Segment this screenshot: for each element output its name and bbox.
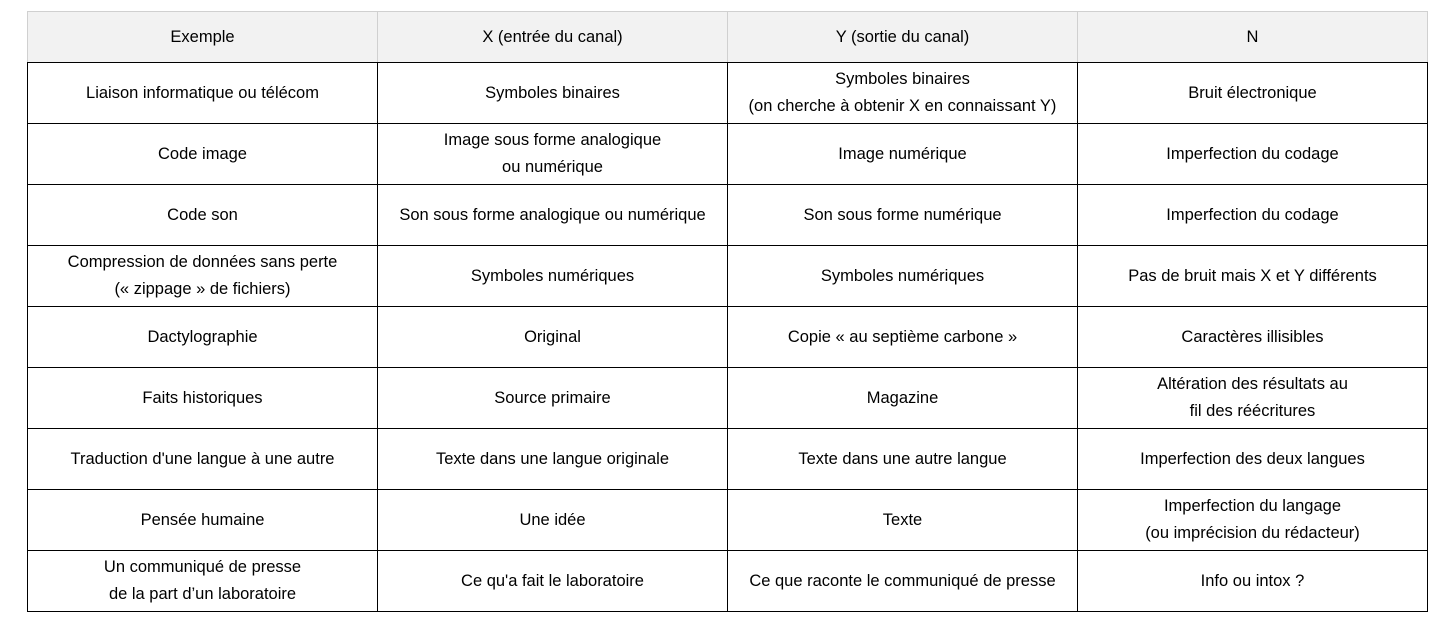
table-body	[28, 63, 1428, 612]
table-row	[28, 124, 1428, 185]
cell-text: Son sous forme numérique	[803, 205, 1002, 224]
cell-text: Ce que raconte le communiqué de presse	[749, 571, 1056, 590]
cell-text: Imperfection des deux langues	[1140, 449, 1365, 468]
table-header	[28, 12, 1428, 63]
cell-y	[728, 429, 1078, 490]
cell-text: Son sous forme analogique ou numérique	[399, 205, 706, 224]
cell-text: Imperfection du langage (ou imprécision du rédacteur)	[1145, 497, 1360, 542]
cell-text: Code son	[167, 205, 238, 224]
cell-text: Image numérique	[838, 144, 967, 163]
table-row	[28, 490, 1428, 551]
cell-text: Une idée	[519, 510, 586, 529]
cell-text: Original	[524, 327, 581, 346]
cell-n	[1078, 551, 1428, 612]
header-n-noise	[1078, 12, 1428, 63]
header-label: X (entrée du canal)	[482, 27, 623, 46]
cell-n	[1078, 368, 1428, 429]
cell-exemple	[28, 368, 378, 429]
cell-text: Symboles binaires (on cherche à obtenir X en connaissant Y)	[748, 70, 1057, 115]
cell-n	[1078, 63, 1428, 124]
cell-text: Imperfection du codage	[1166, 144, 1339, 163]
cell-text: Texte dans une autre langue	[798, 449, 1007, 468]
header-label: Y (sortie du canal)	[835, 27, 970, 46]
cell-n	[1078, 124, 1428, 185]
table-row	[28, 429, 1428, 490]
header-row	[28, 12, 1428, 63]
cell-text: Image sous forme analogique ou numérique	[443, 131, 662, 176]
table-row	[28, 185, 1428, 246]
cell-text: Symboles numériques	[470, 266, 635, 285]
cell-text: Texte dans une langue originale	[435, 449, 669, 468]
cell-text: Pas de bruit mais X et Y différents	[1128, 266, 1377, 285]
cell-text: Pensée humaine	[140, 510, 265, 529]
cell-text: Un communiqué de presse de la part d’un laboratoire	[103, 558, 302, 603]
cell-text: Liaison informatique ou télécom	[86, 83, 319, 102]
cell-exemple	[28, 429, 378, 490]
cell-y	[728, 551, 1078, 612]
header-label: N	[1246, 27, 1259, 46]
cell-exemple	[28, 307, 378, 368]
cell-x	[378, 63, 728, 124]
cell-y	[728, 63, 1078, 124]
cell-text: Faits historiques	[142, 388, 263, 407]
cell-text: Compression de données sans perte (« zippage » de fichiers)	[67, 253, 338, 298]
cell-text: Caractères illisibles	[1181, 327, 1324, 346]
header-y-output	[728, 12, 1078, 63]
cell-x	[378, 307, 728, 368]
cell-y	[728, 185, 1078, 246]
cell-exemple	[28, 185, 378, 246]
cell-text: Traduction d'une langue à une autre	[70, 449, 335, 468]
table-row	[28, 63, 1428, 124]
cell-text: Code image	[158, 144, 247, 163]
cell-n	[1078, 185, 1428, 246]
table-row	[28, 551, 1428, 612]
cell-x	[378, 429, 728, 490]
cell-text: Copie « au septième carbone »	[787, 327, 1018, 346]
cell-text: Altération des résultats au fil des réécritures	[1157, 375, 1348, 420]
header-label: Exemple	[170, 27, 235, 46]
cell-text: Bruit électronique	[1188, 83, 1317, 102]
cell-y	[728, 490, 1078, 551]
cell-exemple	[28, 490, 378, 551]
cell-text: Imperfection du codage	[1166, 205, 1339, 224]
cell-text: Ce qu'a fait le laboratoire	[461, 571, 644, 590]
cell-exemple	[28, 246, 378, 307]
table-row	[28, 307, 1428, 368]
cell-text: Dactylographie	[147, 327, 258, 346]
channel-examples-table	[27, 11, 1428, 612]
table-row	[28, 246, 1428, 307]
cell-y	[728, 368, 1078, 429]
cell-text: Symboles binaires	[485, 83, 620, 102]
cell-x	[378, 124, 728, 185]
header-exemple	[28, 12, 378, 63]
cell-n	[1078, 246, 1428, 307]
cell-y	[728, 124, 1078, 185]
cell-text: Info ou intox ?	[1200, 571, 1305, 590]
cell-n	[1078, 490, 1428, 551]
cell-x	[378, 490, 728, 551]
cell-n	[1078, 307, 1428, 368]
cell-text: Texte	[882, 510, 923, 529]
cell-y	[728, 246, 1078, 307]
header-x-input	[378, 12, 728, 63]
cell-x	[378, 368, 728, 429]
cell-x	[378, 185, 728, 246]
cell-text: Magazine	[866, 388, 939, 407]
cell-y	[728, 307, 1078, 368]
cell-text: Source primaire	[494, 388, 611, 407]
cell-x	[378, 246, 728, 307]
table-row	[28, 368, 1428, 429]
cell-x	[378, 551, 728, 612]
cell-exemple	[28, 551, 378, 612]
cell-n	[1078, 429, 1428, 490]
cell-exemple	[28, 63, 378, 124]
cell-text: Symboles numériques	[820, 266, 985, 285]
cell-exemple	[28, 124, 378, 185]
